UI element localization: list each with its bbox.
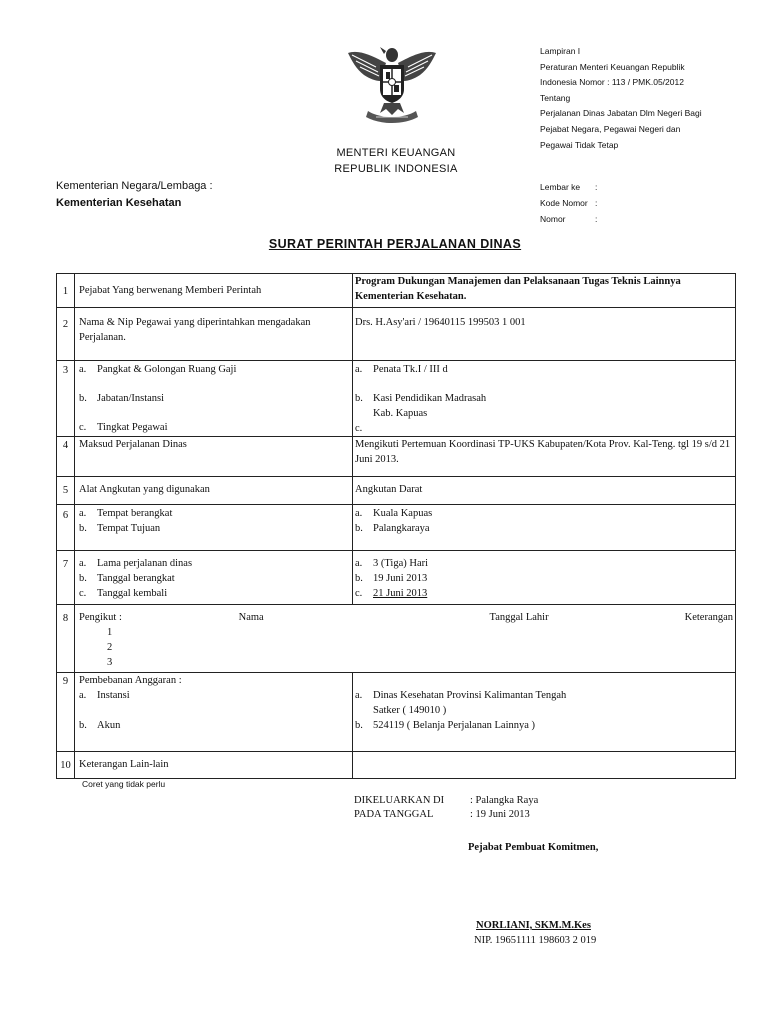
nomor-label: Nomor: [540, 214, 566, 224]
item-label: Pangkat & Golongan Ruang Gaji: [97, 364, 237, 375]
signatory-name: NORLIANI, SKM.M.Kes: [476, 920, 591, 931]
item-value: Dinas Kesehatan Provinsi Kalimantan Tengah: [373, 690, 567, 701]
item-value: 21 Juni 2013: [373, 588, 428, 599]
item-marker: c.: [79, 422, 87, 433]
row-label: Pejabat Yang berwenang Memberi Perintah: [75, 274, 353, 308]
signatory-nip: NIP. 19651111 198603 2 019: [474, 935, 597, 946]
item-label: Tingkat Pegawai: [97, 422, 168, 433]
tanggal-value: : 19 Juni 2013: [470, 809, 530, 820]
item-marker: b.: [79, 393, 87, 404]
lembar-label: Lembar ke: [540, 182, 581, 192]
pengikut-item: 2: [107, 642, 113, 653]
lampiran-line: Indonesia Nomor : 113 / PMK.05/2012: [540, 77, 684, 88]
lembar-sep: :: [595, 182, 598, 192]
row-number: 3: [57, 361, 75, 437]
lampiran-block: [540, 44, 702, 153]
pengikut-col-nama: Nama: [238, 612, 264, 623]
row-label: Nama & Nip Pegawai yang diperintahkan mengadakan Perjalanan.: [75, 308, 353, 361]
row-number: 4: [57, 437, 75, 477]
row-number: 6: [57, 505, 75, 551]
row-label: Alat Angkutan yang digunakan: [75, 477, 353, 505]
row-value: Angkutan Darat: [353, 477, 736, 505]
lampiran-line: Peraturan Menteri Keuangan Republik: [540, 61, 685, 72]
row-number: 9: [57, 673, 75, 752]
lampiran-line: Tentang: [540, 92, 571, 103]
lampiran-line: Lampiran I: [540, 46, 581, 56]
item-value: 3 (Tiga) Hari: [373, 558, 429, 569]
kode-sep: :: [595, 198, 598, 208]
item-marker: c.: [79, 588, 87, 599]
pengikut-item: 3: [107, 657, 113, 668]
ministry-heading: [290, 145, 502, 177]
item-marker: a.: [355, 508, 363, 519]
row-label: [75, 505, 353, 551]
item-value: Kab. Kapuas: [373, 408, 428, 419]
row-label: Keterangan Lain-lain: [75, 752, 353, 779]
item-label: Pembebanan Anggaran :: [79, 675, 182, 686]
issued-block: [354, 794, 538, 822]
item-marker: b.: [355, 393, 363, 404]
row-value: [353, 752, 736, 779]
table-row: [57, 673, 736, 752]
item-marker: b.: [355, 523, 363, 534]
item-label: Tempat Tujuan: [97, 523, 161, 534]
item-label: Instansi: [97, 690, 130, 701]
item-value: 524119 ( Belanja Perjalanan Lainnya ): [373, 720, 536, 731]
item-label: Jabatan/Instansi: [97, 393, 165, 404]
item-marker: a.: [355, 558, 363, 569]
row-number: 1: [57, 274, 75, 308]
lembar-block: [540, 179, 597, 227]
table-row: [57, 551, 736, 605]
item-marker: a.: [79, 558, 87, 569]
item-value: Kasi Pendidikan Madrasah: [373, 393, 487, 404]
lampiran-line: Pejabat Negara, Pegawai Negeri dan: [540, 123, 681, 134]
item-marker: a.: [79, 364, 87, 375]
row-number: 8: [57, 605, 75, 673]
item-marker: a.: [355, 364, 363, 375]
item-value: Kuala Kapuas: [373, 508, 433, 519]
kementerian-value: Kementerian Kesehatan: [56, 197, 182, 209]
ministry-line-1: MENTERI KEUANGAN: [336, 147, 456, 159]
table-row: [57, 308, 736, 361]
kementerian-label: Kementerian Negara/Lembaga :: [56, 180, 213, 192]
row-label: [75, 551, 353, 605]
kode-label: Kode Nomor: [540, 198, 588, 208]
dikeluarkan-value: : Palangka Raya: [470, 795, 539, 806]
document-title: SURAT PERINTAH PERJALANAN DINAS: [268, 237, 522, 251]
row-number: 5: [57, 477, 75, 505]
row-number: 7: [57, 551, 75, 605]
item-marker: b.: [79, 720, 87, 731]
row-value: Mengikuti Pertemuan Koordinasi TP-UKS Kabupaten/Kota Prov. Kal-Teng. tgl 19 s/d 21 Juni 2013.: [353, 437, 736, 477]
pengikut-label: Pengikut :: [79, 612, 122, 623]
table-row: [57, 477, 736, 505]
item-value: Palangkaraya: [373, 523, 430, 534]
table-row: [57, 361, 736, 437]
garuda-emblem-icon: [346, 45, 438, 123]
item-marker: b.: [79, 523, 87, 534]
row-value: Drs. H.Asy'ari / 19640115 199503 1 001: [353, 308, 736, 361]
item-label: Tempat berangkat: [97, 508, 173, 519]
table-row: [57, 752, 736, 779]
item-label: Tanggal berangkat: [97, 573, 175, 584]
row-value: [353, 551, 736, 605]
table-row: [57, 274, 736, 308]
tanggal-label: PADA TANGGAL: [354, 809, 434, 820]
ministry-line-2: REPUBLIK INDONESIA: [334, 163, 458, 175]
sppd-table: [56, 273, 736, 779]
pengikut-col-keterangan: Keterangan: [684, 612, 734, 623]
item-label: Akun: [97, 720, 121, 731]
item-marker: c.: [355, 423, 363, 434]
item-marker: b.: [79, 573, 87, 584]
item-marker: c.: [355, 588, 363, 599]
item-label: Tanggal kembali: [97, 588, 168, 599]
item-value: 19 Juni 2013: [373, 573, 428, 584]
pengikut-cell: [75, 605, 736, 673]
nomor-sep: :: [595, 214, 598, 224]
item-label: Lama perjalanan dinas: [97, 558, 193, 569]
pengikut-col-tanggal: Tanggal Lahir: [489, 612, 549, 623]
row-value: [353, 505, 736, 551]
footnote: Coret yang tidak perlu: [82, 779, 166, 789]
pengikut-item: 1: [107, 627, 113, 638]
row-value: Program Dukungan Manajemen dan Pelaksanaan Tugas Teknis Lainnya Kementerian Kesehatan.: [353, 274, 736, 308]
item-value: Satker ( 149010 ): [373, 705, 447, 716]
dikeluarkan-label: DIKELUARKAN DI: [354, 795, 445, 806]
table-row: [57, 437, 736, 477]
kementerian-block: [56, 178, 213, 212]
item-marker: a.: [79, 690, 87, 701]
row-number: 10: [57, 752, 75, 779]
row-label: Maksud Perjalanan Dinas: [75, 437, 353, 477]
item-marker: b.: [355, 720, 363, 731]
row-value: [353, 673, 736, 752]
row-value: [353, 361, 736, 437]
item-marker: a.: [355, 690, 363, 701]
lampiran-line: Perjalanan Dinas Jabatan Dlm Negeri Bagi: [540, 108, 702, 119]
table-row: [57, 505, 736, 551]
item-value: Penata Tk.I / III d: [373, 364, 448, 375]
table-row: [57, 605, 736, 673]
item-marker: b.: [355, 573, 363, 584]
lampiran-line: Pegawai Tidak Tetap: [540, 139, 619, 150]
signatory-title: Pejabat Pembuat Komitmen,: [468, 842, 599, 853]
row-label: [75, 673, 353, 752]
row-number: 2: [57, 308, 75, 361]
item-marker: a.: [79, 508, 87, 519]
row-label: [75, 361, 353, 437]
